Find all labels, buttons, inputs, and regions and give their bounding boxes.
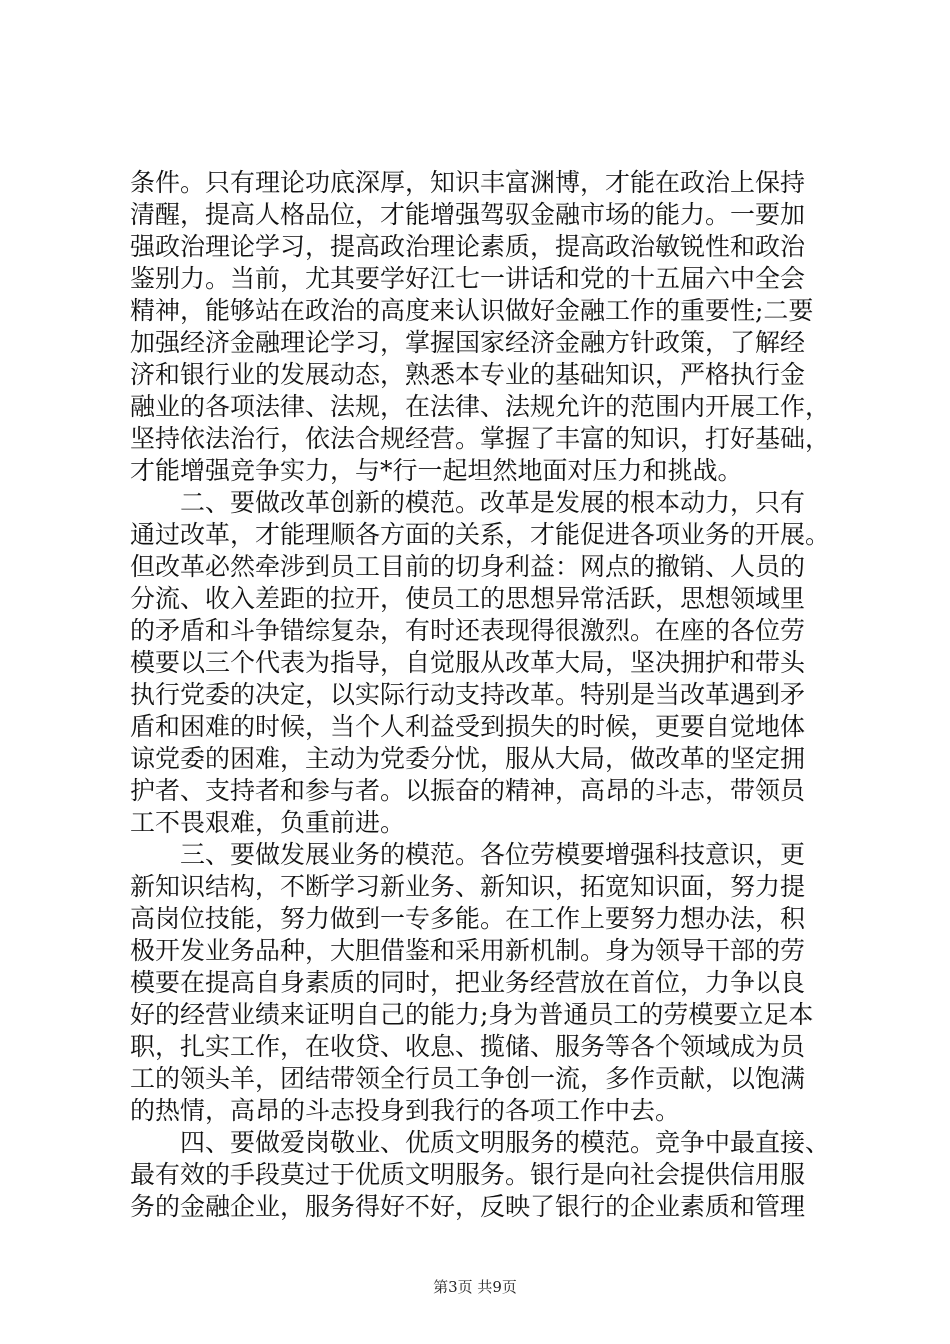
- text-line: 的矛盾和斗争错综复杂，有时还表现得很激烈。在座的各位劳: [130, 616, 806, 645]
- text-line: 新知识结构，不断学习新业务、新知识，拓宽知识面，努力提: [130, 872, 806, 901]
- text-line: 执行党委的决定，以实际行动支持改革。特别是当改革遇到矛: [130, 680, 806, 709]
- text-line: 才能增强竞争实力，与*行一起坦然地面对压力和挑战。: [130, 456, 743, 485]
- text-line: 最有效的手段莫过于优质文明服务。银行是向社会提供信用服: [130, 1160, 806, 1189]
- page-footer: 第3页 共9页: [433, 1278, 517, 1296]
- text-line: 二、要做改革创新的模范。改革是发展的根本动力，只有: [130, 488, 806, 517]
- text-line: 职，扎实工作，在收贷、收息、揽储、服务等各个领域成为员: [130, 1032, 806, 1061]
- text-line: 极开发业务品种，大胆借鉴和采用新机制。身为领导干部的劳: [130, 936, 806, 965]
- body-text: [130, 167, 833, 1223]
- text-line: 盾和困难的时候，当个人利益受到损失的时候，更要自觉地体: [130, 712, 806, 741]
- text-line: 高岗位技能，努力做到一专多能。在工作上要努力想办法，积: [130, 904, 806, 933]
- text-line: 强政治理论学习，提高政治理论素质，提高政治敏锐性和政治: [130, 232, 806, 261]
- text-line: 鉴别力。当前，尤其要学好江七一讲话和党的十五届六中全会: [130, 264, 806, 293]
- text-line: 清醒，提高人格品位，才能增强驾驭金融市场的能力。一要加: [130, 200, 806, 229]
- text-line: 护者、支持者和参与者。以振奋的精神，高昂的斗志，带领员: [130, 776, 806, 805]
- text-line: 融业的各项法律、法规，在法律、法规允许的范围内开展工作，: [130, 392, 831, 421]
- text-line: 条件。只有理论功底深厚，知识丰富渊博，才能在政治上保持: [130, 168, 806, 197]
- text-line: 好的经营业绩来证明自己的能力;身为普通员工的劳模要立足本: [130, 1000, 814, 1029]
- text-line: 模要在提高自身素质的同时，把业务经营放在首位，力争以良: [130, 968, 806, 997]
- text-line: 济和银行业的发展动态，熟悉本专业的基础知识，严格执行金: [130, 360, 806, 389]
- text-line: 的热情，高昂的斗志投身到我行的各项工作中去。: [130, 1096, 681, 1125]
- text-line: 四、要做爱岗敬业、优质文明服务的模范。竞争中最直接、: [130, 1128, 831, 1157]
- text-line: 但改革必然牵涉到员工目前的切身利益：网点的撤销、人员的: [130, 552, 806, 581]
- text-line: 坚持依法治行，依法合规经营。掌握了丰富的知识，打好基础，: [130, 424, 831, 453]
- text-line: 务的金融企业，服务得好不好，反映了银行的企业素质和管理: [130, 1192, 806, 1221]
- text-line: 通过改革，才能理顺各方面的关系，才能促进各项业务的开展。: [130, 520, 831, 549]
- text-line: 谅党委的困难，主动为党委分忧，服从大局，做改革的坚定拥: [130, 744, 806, 773]
- text-line: 工的领头羊，团结带领全行员工争创一流，多作贡献，以饱满: [130, 1064, 806, 1093]
- text-line: 分流、收入差距的拉开，使员工的思想异常活跃，思想领域里: [130, 584, 806, 613]
- text-line: 模要以三个代表为指导，自觉服从改革大局，坚决拥护和带头: [130, 648, 806, 677]
- text-line: 三、要做发展业务的模范。各位劳模要增强科技意识，更: [130, 840, 806, 869]
- text-line: 加强经济金融理论学习，掌握国家经济金融方针政策，了解经: [130, 328, 806, 357]
- text-line: 精神，能够站在政治的高度来认识做好金融工作的重要性;二要: [130, 296, 814, 325]
- text-line: 工不畏艰难，负重前进。: [130, 808, 406, 837]
